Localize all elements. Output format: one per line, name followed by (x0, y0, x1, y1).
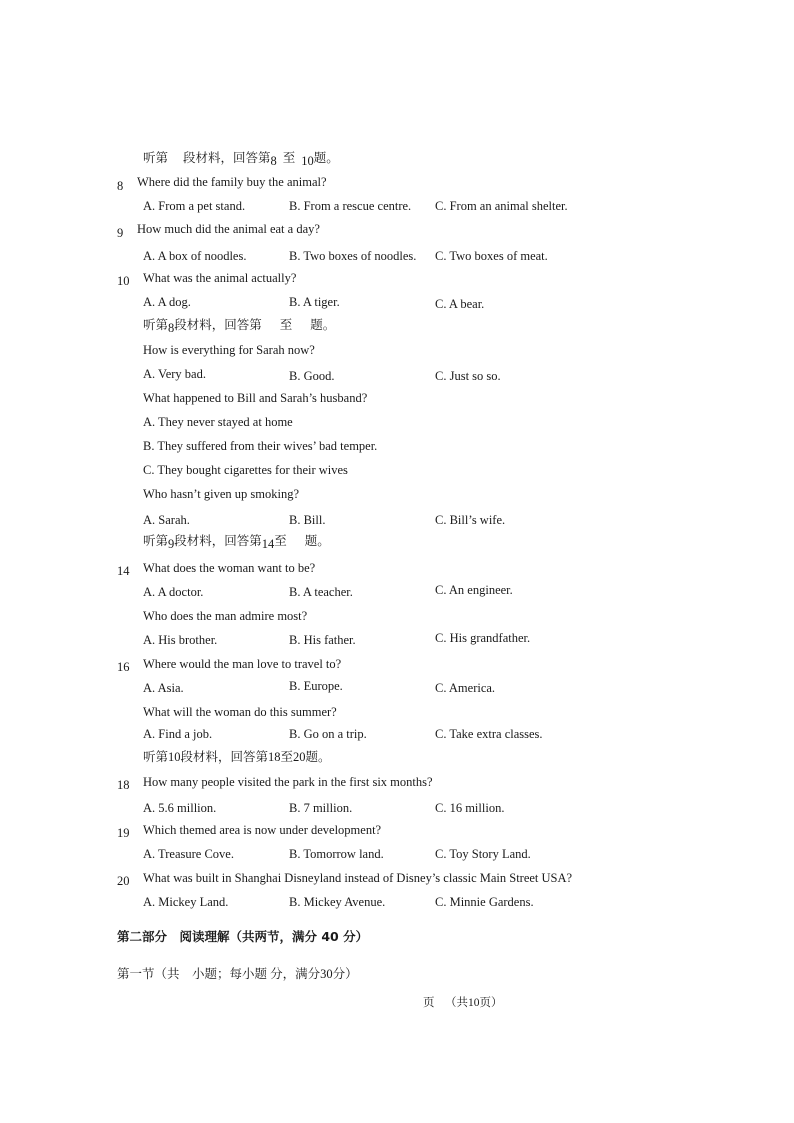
section-instruction: 听第8段材料，回答第 至 题。 (143, 318, 336, 335)
option-b: B. A tiger. (289, 295, 340, 309)
section-instruction: 听第 段材料，回答第8 至 10题。 (143, 151, 339, 168)
question-text: What happened to Bill and Sarah’s husband? (143, 391, 368, 405)
question-number: 14 (117, 564, 130, 578)
option-a: A. Find a job. (143, 727, 213, 741)
option-b: B. From a rescue centre. (289, 199, 412, 213)
question-number: 19 (117, 826, 130, 840)
option-c: C. 16 million. (435, 801, 505, 815)
option-a: A. A dog. (143, 295, 191, 309)
option-c: C. Just so so. (435, 369, 501, 383)
option-a: A. Mickey Land. (143, 895, 229, 909)
option-b: B. A teacher. (289, 585, 353, 599)
option-b: B. Go on a trip. (289, 727, 367, 741)
option-a: A. A doctor. (143, 585, 204, 599)
question-number: 16 (117, 660, 130, 674)
option-a: A. Asia. (143, 681, 184, 695)
question-text: What was the animal actually? (143, 271, 297, 285)
question-text: Who does the man admire most? (143, 609, 308, 623)
option-b: B. They suffered from their wives’ bad temper. (143, 439, 378, 453)
option-c: C. From an animal shelter. (435, 199, 568, 213)
question-number: 10 (117, 274, 130, 288)
question-text: Who hasn’t given up smoking? (143, 487, 299, 501)
question-text: Which themed area is now under development? (143, 823, 382, 837)
option-c: C. Take extra classes. (435, 727, 543, 741)
section-instruction: 听第10段材料，回答第18至20题。 (143, 750, 331, 764)
option-c: C. Two boxes of meat. (435, 249, 548, 263)
option-a: A. Treasure Cove. (143, 847, 234, 861)
option-a: A. A box of noodles. (143, 249, 247, 263)
option-c: C. An engineer. (435, 583, 513, 597)
question-number: 18 (117, 778, 130, 792)
option-a: A. They never stayed at home (143, 415, 293, 429)
option-a: A. Very bad. (143, 367, 206, 381)
question-text: How is everything for Sarah now? (143, 343, 315, 357)
option-b: B. His father. (289, 633, 356, 647)
section-instruction: 听第9段材料，回答第14至 题。 (143, 534, 330, 551)
option-c: C. Minnie Gardens. (435, 895, 534, 909)
option-b: B. Two boxes of noodles. (289, 249, 417, 263)
question-text: How many people visited the park in the first six months? (143, 775, 433, 789)
option-c: C. His grandfather. (435, 631, 531, 645)
option-a: A. 5.6 million. (143, 801, 217, 815)
option-c: C. A bear. (435, 297, 485, 311)
option-b: B. 7 million. (289, 801, 353, 815)
option-a: A. From a pet stand. (143, 199, 246, 213)
option-b: B. Good. (289, 369, 335, 383)
question-text: Where would the man love to travel to? (143, 657, 342, 671)
section-heading: 第一节（共 小题；每小题 分，满分30分） (117, 967, 358, 981)
option-b: B. Tomorrow land. (289, 847, 384, 861)
question-text: How much did the animal eat a day? (137, 222, 320, 236)
option-c: C. America. (435, 681, 496, 695)
page-total: （共10页） (445, 997, 503, 1009)
question-number: 8 (117, 179, 124, 193)
option-a: A. Sarah. (143, 513, 190, 527)
option-b: B. Europe. (289, 679, 343, 693)
question-text: What will the woman do this summer? (143, 705, 337, 719)
part-heading: 第二部分 阅读理解（共两节，满分 40 分） (117, 929, 369, 944)
question-number: 9 (117, 226, 124, 240)
page-number: 页 (423, 997, 435, 1009)
option-b: B. Mickey Avenue. (289, 895, 386, 909)
option-a: A. His brother. (143, 633, 218, 647)
option-b: B. Bill. (289, 513, 326, 527)
question-text: What was built in Shanghai Disneyland instead of Disney’s classic Main Street USA? (143, 871, 573, 885)
option-c: C. Toy Story Land. (435, 847, 531, 861)
question-text: What does the woman want to be? (143, 561, 316, 575)
option-c: C. Bill’s wife. (435, 513, 506, 527)
question-text: Where did the family buy the animal? (137, 175, 327, 189)
option-c: C. They bought cigarettes for their wives (143, 463, 348, 477)
question-number: 20 (117, 874, 130, 888)
